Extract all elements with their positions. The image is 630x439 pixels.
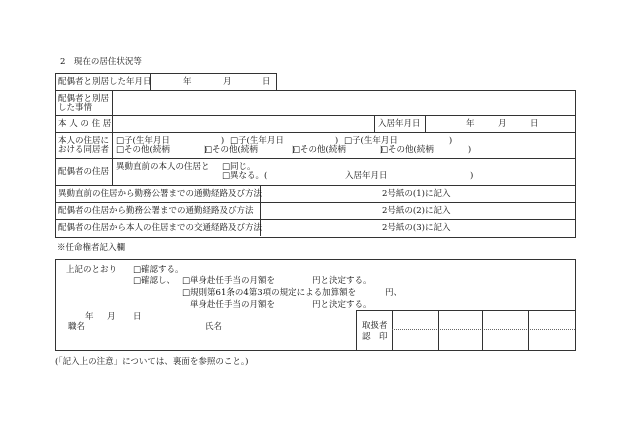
separation-year: 年 [183, 77, 192, 87]
confirm-and-checkbox[interactable]: □確認し、 [133, 276, 176, 286]
own-address-label: 本 人 の 住 居 [58, 119, 112, 129]
same-checkbox[interactable]: □同じ。 [222, 162, 256, 172]
other-checkbox-1[interactable]: □その他(続柄 ) [116, 145, 208, 155]
route-label-3: 配偶者の住居から本人の住居までの交通経路及び方法 [58, 223, 263, 233]
route-label-1: 異動直前の住居から勤務公署までの通勤経路及び方法 [58, 189, 263, 199]
appointer-day: 日 [133, 312, 142, 322]
handler-label: 取扱者 [362, 321, 388, 331]
route-value-3: 2号紙の(3)に記入 [382, 223, 451, 233]
section-title: 2 現在の居住状況等 [60, 57, 142, 67]
as-above: 上記のとおり [66, 265, 118, 275]
spouse-move-in-label: 入居年月日 [345, 171, 388, 181]
different-checkbox[interactable]: □異なる。( [222, 171, 268, 181]
other-checkbox-2[interactable]: □その他(続柄 ) [204, 145, 296, 155]
monthly-amount-2: 単身赴任手当の月額を [190, 300, 276, 310]
separation-reason-label: 配偶者と別居 [58, 94, 110, 104]
post-label: 職名 [68, 322, 86, 332]
decided-text-2: 円と決定する。 [312, 300, 372, 310]
separation-day: 日 [262, 77, 271, 87]
child-checkbox-1[interactable]: □子(生年月日 ) [116, 136, 225, 146]
additional-checkbox[interactable]: □規則第61条の4第3項の規定による加算額を [182, 288, 357, 298]
seal-label: 認 印 [362, 332, 388, 342]
yen-text: 円、 [385, 288, 403, 298]
other-checkbox-3[interactable]: □その他(続柄 ) [292, 145, 384, 155]
move-in-day: 日 [530, 119, 539, 129]
confirm-checkbox[interactable]: □確認する。 [133, 265, 184, 275]
appointer-month: 月 [107, 312, 116, 322]
route-value-1: 2号紙の(1)に記入 [382, 189, 451, 199]
decided-text: 円と決定する。 [312, 276, 372, 286]
appointer-year: 年 [85, 312, 94, 322]
other-checkbox-4[interactable]: □その他(続柄 ) [380, 145, 472, 155]
appointer-title: ※任命権者記入欄 [57, 243, 126, 253]
move-in-year: 年 [466, 119, 475, 129]
spouse-address-question: 異動直前の本人の住居と [116, 162, 210, 172]
spouse-address-label: 配偶者の住居 [58, 167, 110, 177]
monthly-amount-checkbox[interactable]: □単身赴任手当の月額を [182, 276, 276, 286]
name-label: 氏名 [205, 322, 223, 332]
footnote: (「記入上の注意」については、裏面を参照のこと。) [55, 357, 249, 367]
separation-date-label: 配偶者と別居した年月日 [58, 77, 152, 87]
move-in-label: 入居年月日 [378, 119, 421, 129]
move-in-month: 月 [498, 119, 507, 129]
child-checkbox-3[interactable]: □子(生年月日 ) [344, 136, 453, 146]
cohabitants-label: 本人の住居に [58, 136, 110, 146]
cohabitants-label-2: おける同居者 [58, 145, 110, 155]
child-checkbox-2[interactable]: □子(生年月日 ) [230, 136, 339, 146]
separation-reason-label-2: した事情 [58, 103, 93, 113]
close-paren: ) [470, 171, 474, 181]
route-value-2: 2号紙の(2)に記入 [382, 206, 451, 216]
separation-month: 月 [223, 77, 232, 87]
route-label-2: 配偶者の住居から勤務公署までの通勤経路及び方法 [58, 206, 254, 216]
